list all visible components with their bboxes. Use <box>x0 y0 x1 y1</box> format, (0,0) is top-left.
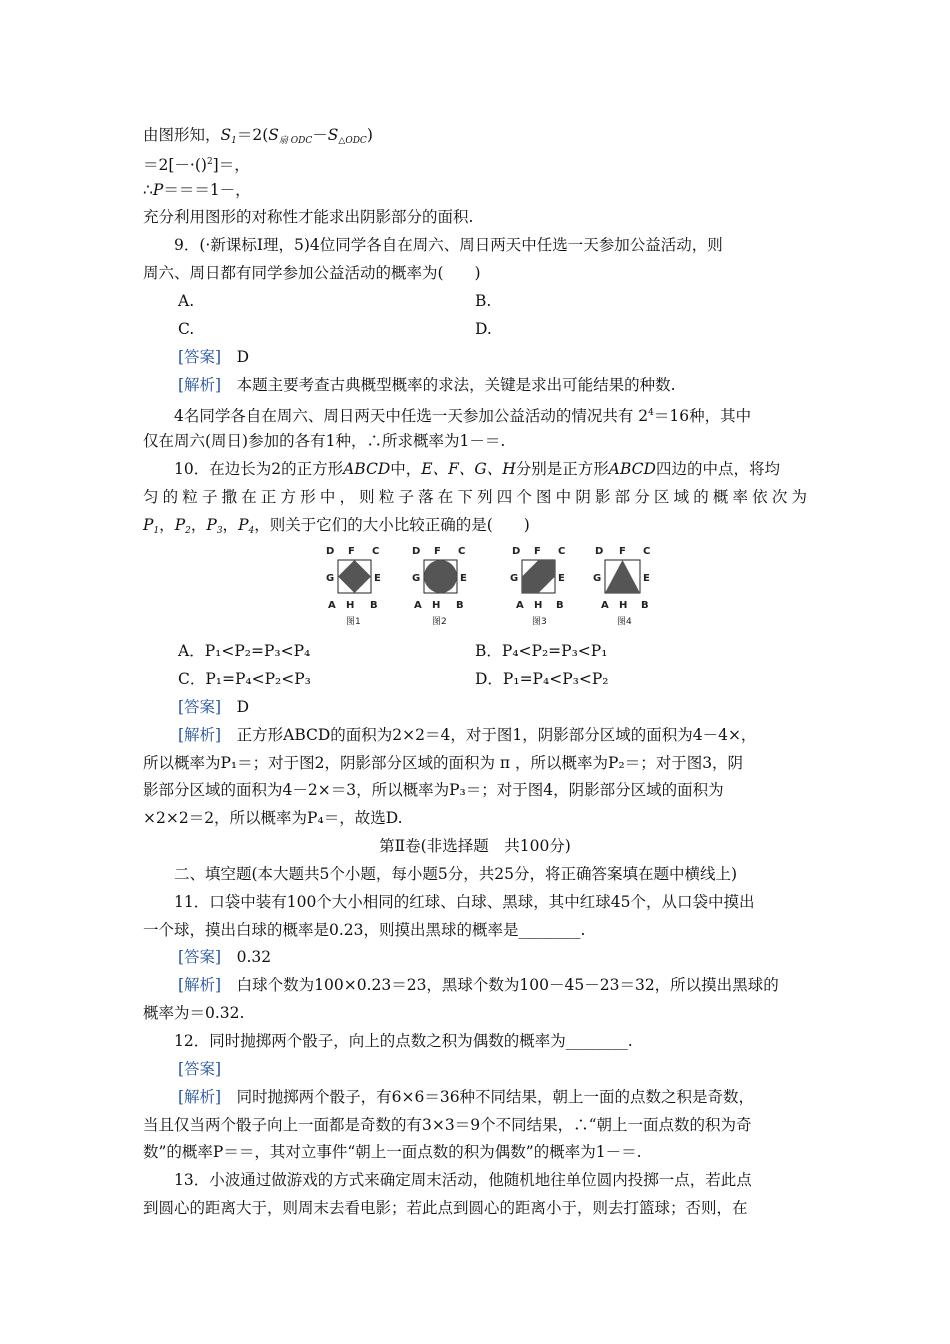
answer-line: [答案] D <box>178 698 250 716</box>
text-line: 匀的粒子撒在正方形中，则粒子落在下列四个图中阴影部分区域的概率依次为 <box>143 488 807 506</box>
text-line: ×2×2＝2，所以概率为P₄＝，故选D. <box>143 809 403 827</box>
vertex-label: G <box>510 573 519 584</box>
analysis-tag: [解析] <box>178 1088 222 1106</box>
vertex-label: C <box>643 546 651 557</box>
analysis-tag: [解析] <box>178 976 222 994</box>
text-line: ＝2[－·()$^2$]＝， <box>143 156 250 174</box>
vertex-label: F <box>348 546 355 557</box>
text-line: 当且仅当两个骰子向上一面都是奇数的有3×3＝9个不同结果，∴“朝上一面点数的积为奇 <box>143 1116 752 1134</box>
figure-caption: 图1 <box>346 617 361 627</box>
analysis-tag: [解析] <box>178 376 222 394</box>
option-c: C．P₁=P₄<P₂<P₃ <box>178 670 311 688</box>
option-d: D．P₁=P₄<P₃<P₂ <box>475 670 609 688</box>
vertex-label: E <box>643 573 650 584</box>
vertex-label: B <box>641 600 649 611</box>
text-line: $P_1$，$P_2$，$P_3$，$P_4$，则关于它们的大小比较正确的是( ) <box>143 516 530 536</box>
vertex-label: G <box>326 573 335 584</box>
figure-4 <box>589 543 669 635</box>
figure-1 <box>322 543 402 635</box>
figure-caption: 图4 <box>617 617 632 627</box>
text-line: ∴P＝＝＝1－， <box>143 181 251 199</box>
figure-caption: 图3 <box>532 617 547 627</box>
text-line: 仅在周六(周日)参加的各有1种，∴所求概率为1－＝. <box>143 432 506 450</box>
question-12: 12．同时抛掷两个骰子，向上的点数之积为偶数的概率为________. <box>174 1032 633 1050</box>
question-11: 11．口袋中装有100个大小相同的红球、白球、黑球，其中红球45个，从口袋中摸出 <box>174 893 755 911</box>
vertex-label: C <box>372 546 380 557</box>
vertex-label: H <box>346 600 355 611</box>
option-d: D. <box>475 320 492 338</box>
vertex-label: C <box>458 546 466 557</box>
question-9: 9．(·新课标Ⅰ理，5)4位同学各自在周六、周日两天中任选一天参加公益活动，则 <box>174 236 723 254</box>
option-a: A. <box>178 292 195 310</box>
option-b: B. <box>475 292 492 310</box>
figure-3-diagram <box>506 543 586 635</box>
vertex-label: A <box>516 600 524 611</box>
question-13: 13．小波通过做游戏的方式来确定周末活动，他随机地往单位圆内投掷一点，若此点 <box>174 1171 752 1189</box>
answer-tag: [答案] <box>178 348 222 366</box>
text-line: 概率为＝0.32. <box>143 1004 245 1022</box>
vertex-label: G <box>593 573 602 584</box>
answer-tag: [答案] <box>178 698 222 716</box>
vertex-label: A <box>414 600 422 611</box>
answer-line: [答案] 0.32 <box>178 948 272 966</box>
figure-2 <box>408 543 488 635</box>
text-line: 影部分区域的面积为4－2×＝3，所以概率为P₃＝；对于图4，阴影部分区域的面积为 <box>143 781 724 799</box>
figure-1-diagram <box>322 543 402 635</box>
vertex-label: B <box>456 600 464 611</box>
vertex-label: H <box>432 600 441 611</box>
vertex-label: D <box>326 546 335 557</box>
vertex-label: F <box>534 546 541 557</box>
figure-3 <box>506 543 586 635</box>
text-line: 到圆心的距离大于，则周末去看电影；若此点到圆心的距离小于，则去打篮球；否则，在 <box>143 1199 748 1217</box>
option-a: A．P₁<P₂=P₃<P₄ <box>178 642 311 660</box>
section-heading: 二、填空题(本大题共5个小题，每小题5分，共25分，将正确答案填在题中横线上) <box>174 865 738 883</box>
analysis-line: [解析] 本题主要考查古典概型概率的求法，关键是求出可能结果的种数. <box>178 376 676 394</box>
vertex-label: F <box>434 546 441 557</box>
text-line: 周六、周日都有同学参加公益活动的概率为( ) <box>143 264 481 282</box>
vertex-label: D <box>512 546 521 557</box>
figure-2-diagram <box>408 543 488 635</box>
answer-tag: [答案] <box>178 1060 222 1078</box>
analysis-line: [解析] 正方形ABCD的面积为2×2＝4，对于图1，阴影部分区域的面积为4－4×， <box>178 726 757 744</box>
answer-line <box>178 1059 221 1079</box>
vertex-label: F <box>619 546 626 557</box>
vertex-label: B <box>370 600 378 611</box>
text-line: 4名同学各自在周六、周日两天中任选一天参加公益活动的情况共有 $2^4=16$种，其中 <box>174 407 752 425</box>
option-c: C. <box>178 320 195 338</box>
text-line: 所以概率为P₁＝；对于图2，阴影部分区域的面积为 π ，所以概率为P₂＝；对于图3，阴 <box>143 754 744 772</box>
vertex-label: D <box>595 546 604 557</box>
answer-line: [答案] D <box>178 348 250 366</box>
text-line: 数”的概率P＝＝，其对立事件“朝上一面点数的积为偶数”的概率为1－＝. <box>143 1143 642 1161</box>
vertex-label: B <box>556 600 564 611</box>
vertex-label: H <box>619 600 628 611</box>
analysis-tag: [解析] <box>178 726 222 744</box>
option-b: B．P₄<P₂=P₃<P₁ <box>475 642 608 660</box>
question-10: 10．在边长为2的正方形ABCD中，E、F、G、H分别是正方形ABCD四边的中点，将均 <box>174 460 780 478</box>
vertex-label: A <box>328 600 336 611</box>
text-line: 一个球，摸出白球的概率是0.23，则摸出黑球的概率是________. <box>143 921 586 939</box>
vertex-label: C <box>558 546 566 557</box>
part-heading: 第Ⅱ卷(非选择题 共100分) <box>379 837 571 855</box>
vertex-label: E <box>374 573 381 584</box>
text-line: 充分利用图形的对称性才能求出阴影部分的面积. <box>143 208 474 226</box>
vertex-label: E <box>460 573 467 584</box>
vertex-label: E <box>558 573 565 584</box>
vertex-label: D <box>412 546 421 557</box>
vertex-label: H <box>534 600 543 611</box>
answer-tag: [答案] <box>178 948 222 966</box>
vertex-label: G <box>412 573 421 584</box>
text-line: 由图形知，$S_1=2(S_{扇 ODC}-S_{\triangle ODC})$ <box>143 126 373 146</box>
analysis-line: [解析] 白球个数为100×0.23＝23，黑球个数为100－45－23＝32，所以摸出黑球的 <box>178 976 779 994</box>
vertex-label: A <box>601 600 609 611</box>
figure-caption: 图2 <box>432 617 447 627</box>
analysis-line: [解析] 同时抛掷两个骰子，有6×6＝36种不同结果，朝上一面的点数之积是奇数， <box>178 1088 755 1106</box>
figure-4-diagram <box>589 543 669 635</box>
